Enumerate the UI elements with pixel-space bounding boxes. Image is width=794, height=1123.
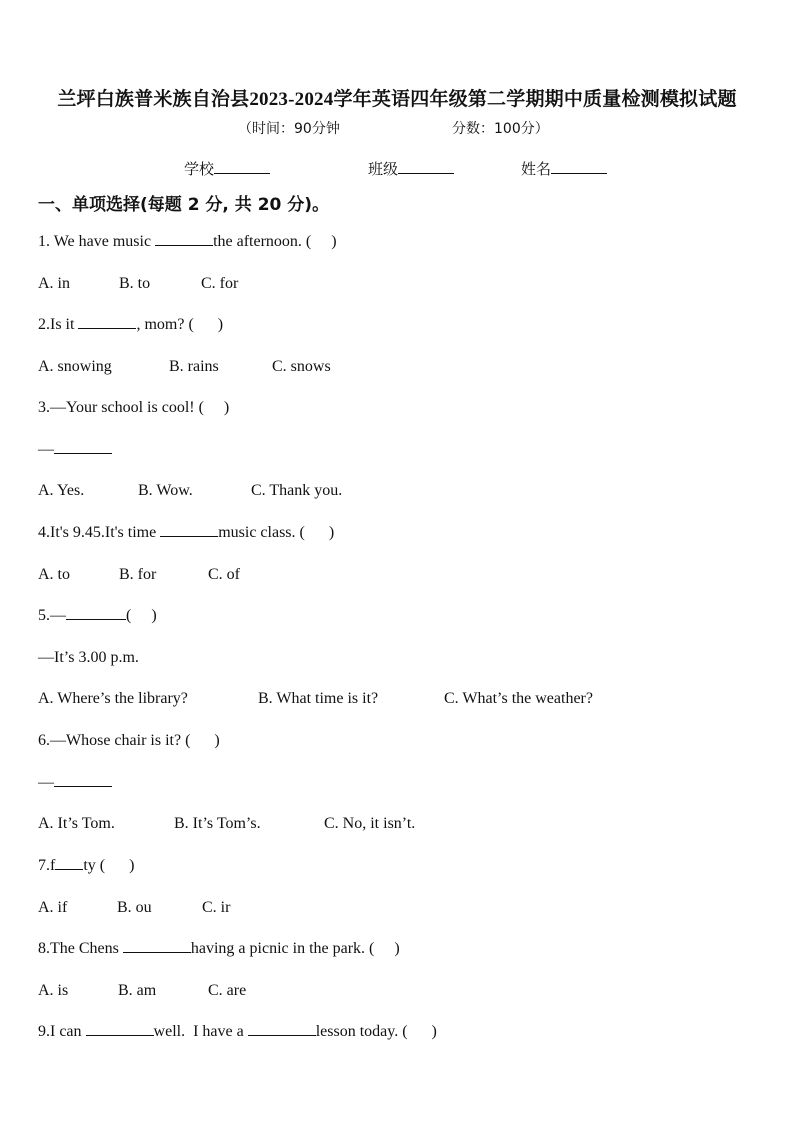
question-3-reply bbox=[38, 441, 112, 459]
question-text: 4.It's 9.45.It's time bbox=[38, 524, 161, 541]
option-a[interactable]: A. Yes. bbox=[38, 482, 85, 499]
question-2 bbox=[38, 316, 223, 334]
question-6-reply bbox=[38, 774, 112, 792]
option-c[interactable]: C. are bbox=[208, 982, 247, 999]
question-3: 3.—Your school is cool! ( ) bbox=[38, 399, 230, 416]
option-c[interactable]: C. snows bbox=[272, 358, 331, 375]
option-a[interactable]: A. if bbox=[38, 899, 68, 916]
option-b[interactable]: B. What time is it? bbox=[258, 690, 379, 707]
question-6: 6.—Whose chair is it? ( ) bbox=[38, 732, 220, 749]
exam-title: 兰坪白族普米族自治县2023-2024学年英语四年级第二学期期中质量检测模拟试题 bbox=[57, 89, 737, 110]
question-text: well. I have a bbox=[153, 1023, 248, 1040]
school-label: 学校 bbox=[184, 160, 215, 178]
question-4 bbox=[38, 524, 334, 542]
answer-blank[interactable] bbox=[86, 1034, 154, 1036]
option-c[interactable]: C. Thank you. bbox=[251, 482, 343, 499]
class-label: 班级 bbox=[368, 160, 399, 178]
option-b[interactable]: B. am bbox=[118, 982, 157, 999]
school-blank[interactable] bbox=[214, 173, 270, 174]
question-text: 9.I can bbox=[38, 1023, 86, 1040]
name-field bbox=[521, 158, 607, 179]
option-c[interactable]: C. for bbox=[201, 275, 239, 292]
exam-time: （时间：90分钟 bbox=[238, 121, 340, 137]
option-b[interactable]: B. ou bbox=[117, 899, 152, 916]
question-text: the afternoon. ( ) bbox=[213, 233, 337, 250]
answer-blank[interactable] bbox=[54, 785, 112, 787]
option-c[interactable]: C. What’s the weather? bbox=[444, 690, 593, 707]
question-7 bbox=[38, 857, 134, 875]
dash: — bbox=[38, 441, 54, 458]
option-b[interactable]: B. It’s Tom’s. bbox=[174, 815, 261, 832]
question-text: 2.Is it bbox=[38, 316, 79, 333]
option-a[interactable]: A. in bbox=[38, 275, 70, 292]
question-text: 1. We have music bbox=[38, 233, 156, 250]
option-b[interactable]: B. for bbox=[119, 566, 157, 583]
option-c[interactable]: C. No, it isn’t. bbox=[324, 815, 416, 832]
question-5-reply: —It’s 3.00 p.m. bbox=[38, 649, 139, 666]
question-text: ty ( ) bbox=[83, 857, 135, 874]
exam-score: 分数：100分） bbox=[452, 121, 549, 137]
question-text: having a picnic in the park. ( ) bbox=[190, 940, 400, 957]
question-text: 5.— bbox=[38, 607, 66, 624]
question-1 bbox=[38, 233, 337, 251]
question-text: ( ) bbox=[126, 607, 157, 624]
option-a[interactable]: A. snowing bbox=[38, 358, 112, 375]
answer-blank[interactable] bbox=[66, 618, 126, 620]
section-title: 一、单项选择(每题 2 分, 共 20 分)。 bbox=[38, 195, 330, 215]
answer-blank[interactable] bbox=[78, 327, 136, 329]
option-a[interactable]: A. to bbox=[38, 566, 70, 583]
option-c[interactable]: C. of bbox=[208, 566, 240, 583]
question-text: music class. ( ) bbox=[218, 524, 335, 541]
answer-blank[interactable] bbox=[123, 951, 191, 953]
option-c[interactable]: C. ir bbox=[202, 899, 231, 916]
answer-blank[interactable] bbox=[160, 535, 218, 537]
question-text: lesson today. ( ) bbox=[315, 1023, 437, 1040]
option-b[interactable]: B. to bbox=[119, 275, 151, 292]
name-blank[interactable] bbox=[551, 173, 607, 174]
class-blank[interactable] bbox=[398, 173, 454, 174]
question-text: 7.f bbox=[38, 857, 56, 874]
answer-blank[interactable] bbox=[155, 244, 213, 246]
question-8 bbox=[38, 940, 400, 958]
question-5 bbox=[38, 607, 157, 625]
answer-blank[interactable] bbox=[54, 452, 112, 454]
option-a[interactable]: A. It’s Tom. bbox=[38, 815, 115, 832]
option-a[interactable]: A. is bbox=[38, 982, 69, 999]
question-text: 8.The Chens bbox=[38, 940, 123, 957]
name-label: 姓名 bbox=[521, 160, 552, 178]
school-field bbox=[184, 158, 270, 179]
dash: — bbox=[38, 774, 54, 791]
option-b[interactable]: B. Wow. bbox=[138, 482, 193, 499]
answer-blank[interactable] bbox=[248, 1034, 316, 1036]
answer-blank[interactable] bbox=[55, 868, 83, 870]
option-b[interactable]: B. rains bbox=[169, 358, 219, 375]
class-field bbox=[368, 158, 454, 179]
question-9 bbox=[38, 1023, 437, 1041]
question-text: , mom? ( ) bbox=[136, 316, 224, 333]
option-a[interactable]: A. Where’s the library? bbox=[38, 690, 188, 707]
